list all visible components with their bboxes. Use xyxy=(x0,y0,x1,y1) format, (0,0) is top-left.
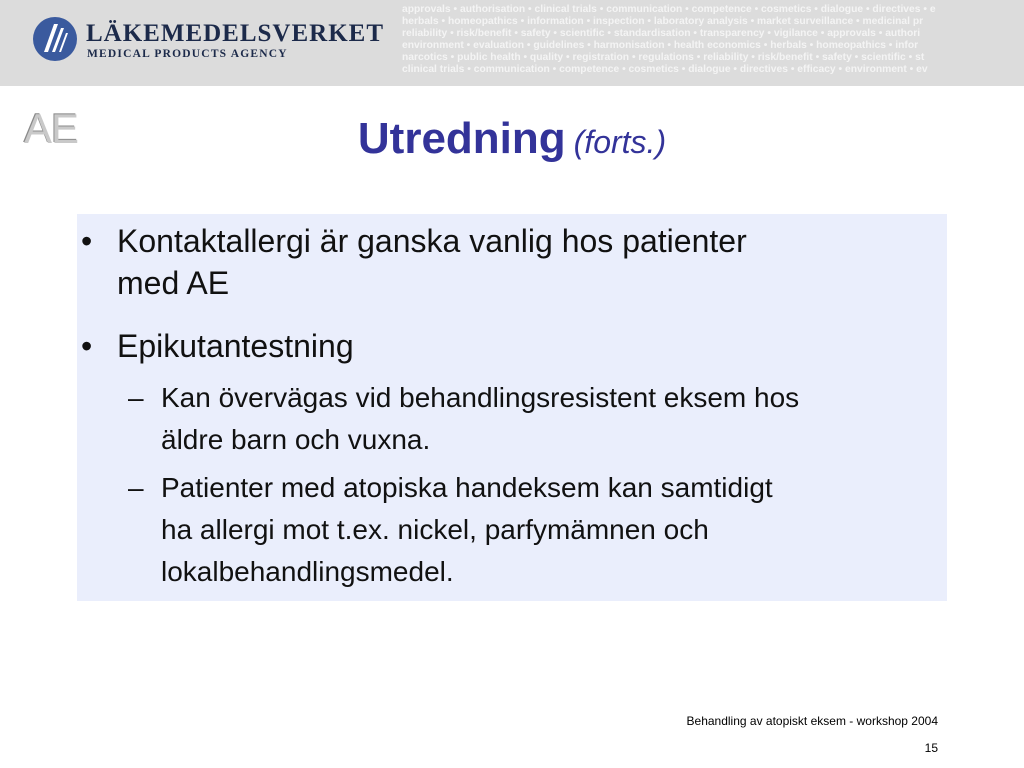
sub-bullet-marker: – xyxy=(128,382,144,413)
page-number: 15 xyxy=(924,741,938,755)
sub-bullet-line: lokalbehandlingsmedel. xyxy=(161,556,454,587)
keyword-line: narcotics • public health • quality • registration • regulations • reliability • risk/benefit • safety • scientific • st xyxy=(402,52,925,64)
keyword-band xyxy=(402,4,1024,82)
keyword-line: clinical trials • communication • competence • cosmetics • dialogue • directives • efficacy • environment • ev xyxy=(402,64,928,76)
title-main: Utredning xyxy=(357,114,566,163)
agency-name: LÄKEMEDELSVERKET xyxy=(86,20,385,47)
sub-bullet-line: Patienter med atopiska handeksem kan samtidigt xyxy=(161,472,773,503)
sub-bullet-item xyxy=(128,377,800,461)
sub-bullet-item xyxy=(128,467,773,593)
header-band xyxy=(0,0,1024,86)
bullet-marker: • xyxy=(81,223,93,259)
sub-bullet-line: ha allergi mot t.ex. nickel, parfymämnen och xyxy=(161,514,709,545)
keyword-line: environment • evaluation • guidelines • harmonisation • health economics • herbals • homeopathics • infor xyxy=(402,40,919,52)
bullet-line: med AE xyxy=(117,265,230,301)
keyword-line: approvals • authorisation • clinical trials • communication • competence • cosmetics • dialogue • directives • e xyxy=(402,4,936,15)
bullet-item xyxy=(81,325,354,367)
section-watermark: AE xyxy=(24,105,79,152)
bullet-item xyxy=(81,220,747,304)
slide-title xyxy=(0,114,1024,164)
sub-bullet-line: Kan övervägas vid behandlingsresistent eksem hos xyxy=(161,382,800,413)
keyword-line: herbals • homeopathics • information • inspection • laboratory analysis • market surveillance • medicinal pr xyxy=(402,16,924,28)
keyword-line: reliability • risk/benefit • safety • scientific • standardisation • transparency • vigilance • approvals • authori xyxy=(402,28,921,40)
agency-logo-icon xyxy=(32,16,78,62)
content-box xyxy=(77,214,947,601)
agency-subtitle: MEDICAL PRODUCTS AGENCY xyxy=(87,48,288,60)
bullet-line: Epikutantestning xyxy=(117,328,354,364)
bullet-line: Kontaktallergi är ganska vanlig hos patienter xyxy=(117,223,747,259)
title-suffix: (forts.) xyxy=(573,124,667,160)
sub-bullet-marker: – xyxy=(128,472,144,503)
sub-bullet-line: äldre barn och vuxna. xyxy=(161,424,431,455)
footer-text: Behandling av atopiskt eksem - workshop 2004 xyxy=(686,714,938,728)
bullet-marker: • xyxy=(81,328,93,364)
